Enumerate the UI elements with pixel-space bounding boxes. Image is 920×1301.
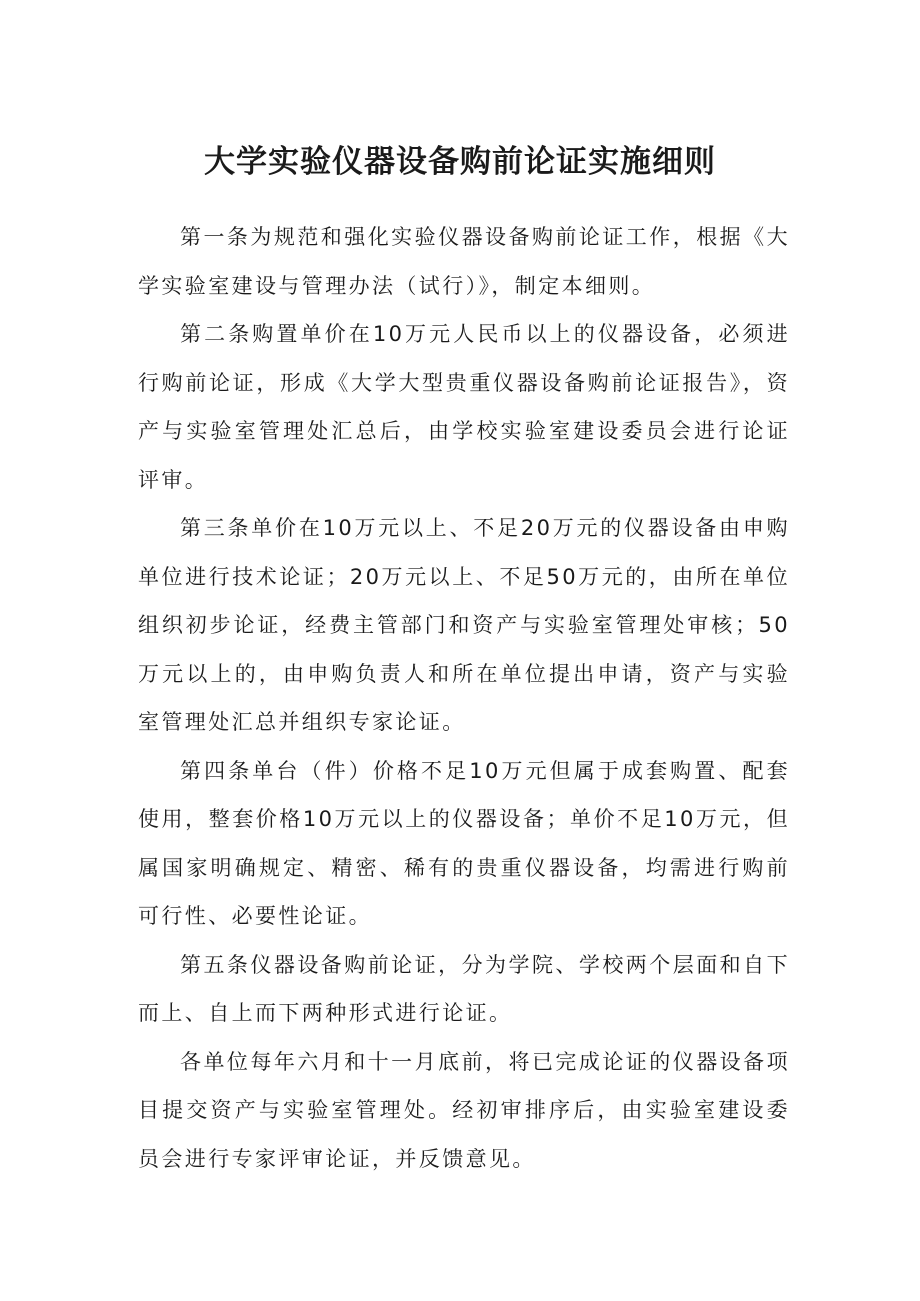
article-2-paragraph: 第二条购置单价在10万元人民币以上的仪器设备，必须进行购前论证，形成《大学大型贵重仪器设备购前论证报告》，资产与实验室管理处汇总后，由学校实验室建设委员会进行论证评审。 <box>138 322 790 492</box>
document-title: 大学实验仪器设备购前论证实施细则 <box>204 144 716 180</box>
document-body <box>138 213 790 1183</box>
article-5-continuation-paragraph: 各单位每年六月和十一月底前，将已完成论证的仪器设备项目提交资产与实验室管理处。经初审排序后，由实验室建设委员会进行专家评审论证，并反馈意见。 <box>138 1049 790 1171</box>
article-1-paragraph: 第一条为规范和强化实验仪器设备购前论证工作，根据《大学实验室建设与管理办法（试行）》，制定本细则。 <box>138 225 790 298</box>
article-5-paragraph: 第五条仪器设备购前论证，分为学院、学校两个层面和自下而上、自上而下两种形式进行论证。 <box>138 952 790 1025</box>
article-3-paragraph: 第三条单价在10万元以上、不足20万元的仪器设备由申购单位进行技术论证；20万元以上、不足50万元的，由所在单位组织初步论证，经费主管部门和资产与实验室管理处审核；50万元以上的，由申购负责人和所在单位提出申请，资产与实验室管理处汇总并组织专家论证。 <box>138 516 790 734</box>
article-4-paragraph: 第四条单台（件）价格不足10万元但属于成套购置、配套使用，整套价格10万元以上的仪器设备；单价不足10万元，但属国家明确规定、精密、稀有的贵重仪器设备，均需进行购前可行性、必要性论证。 <box>138 758 790 928</box>
